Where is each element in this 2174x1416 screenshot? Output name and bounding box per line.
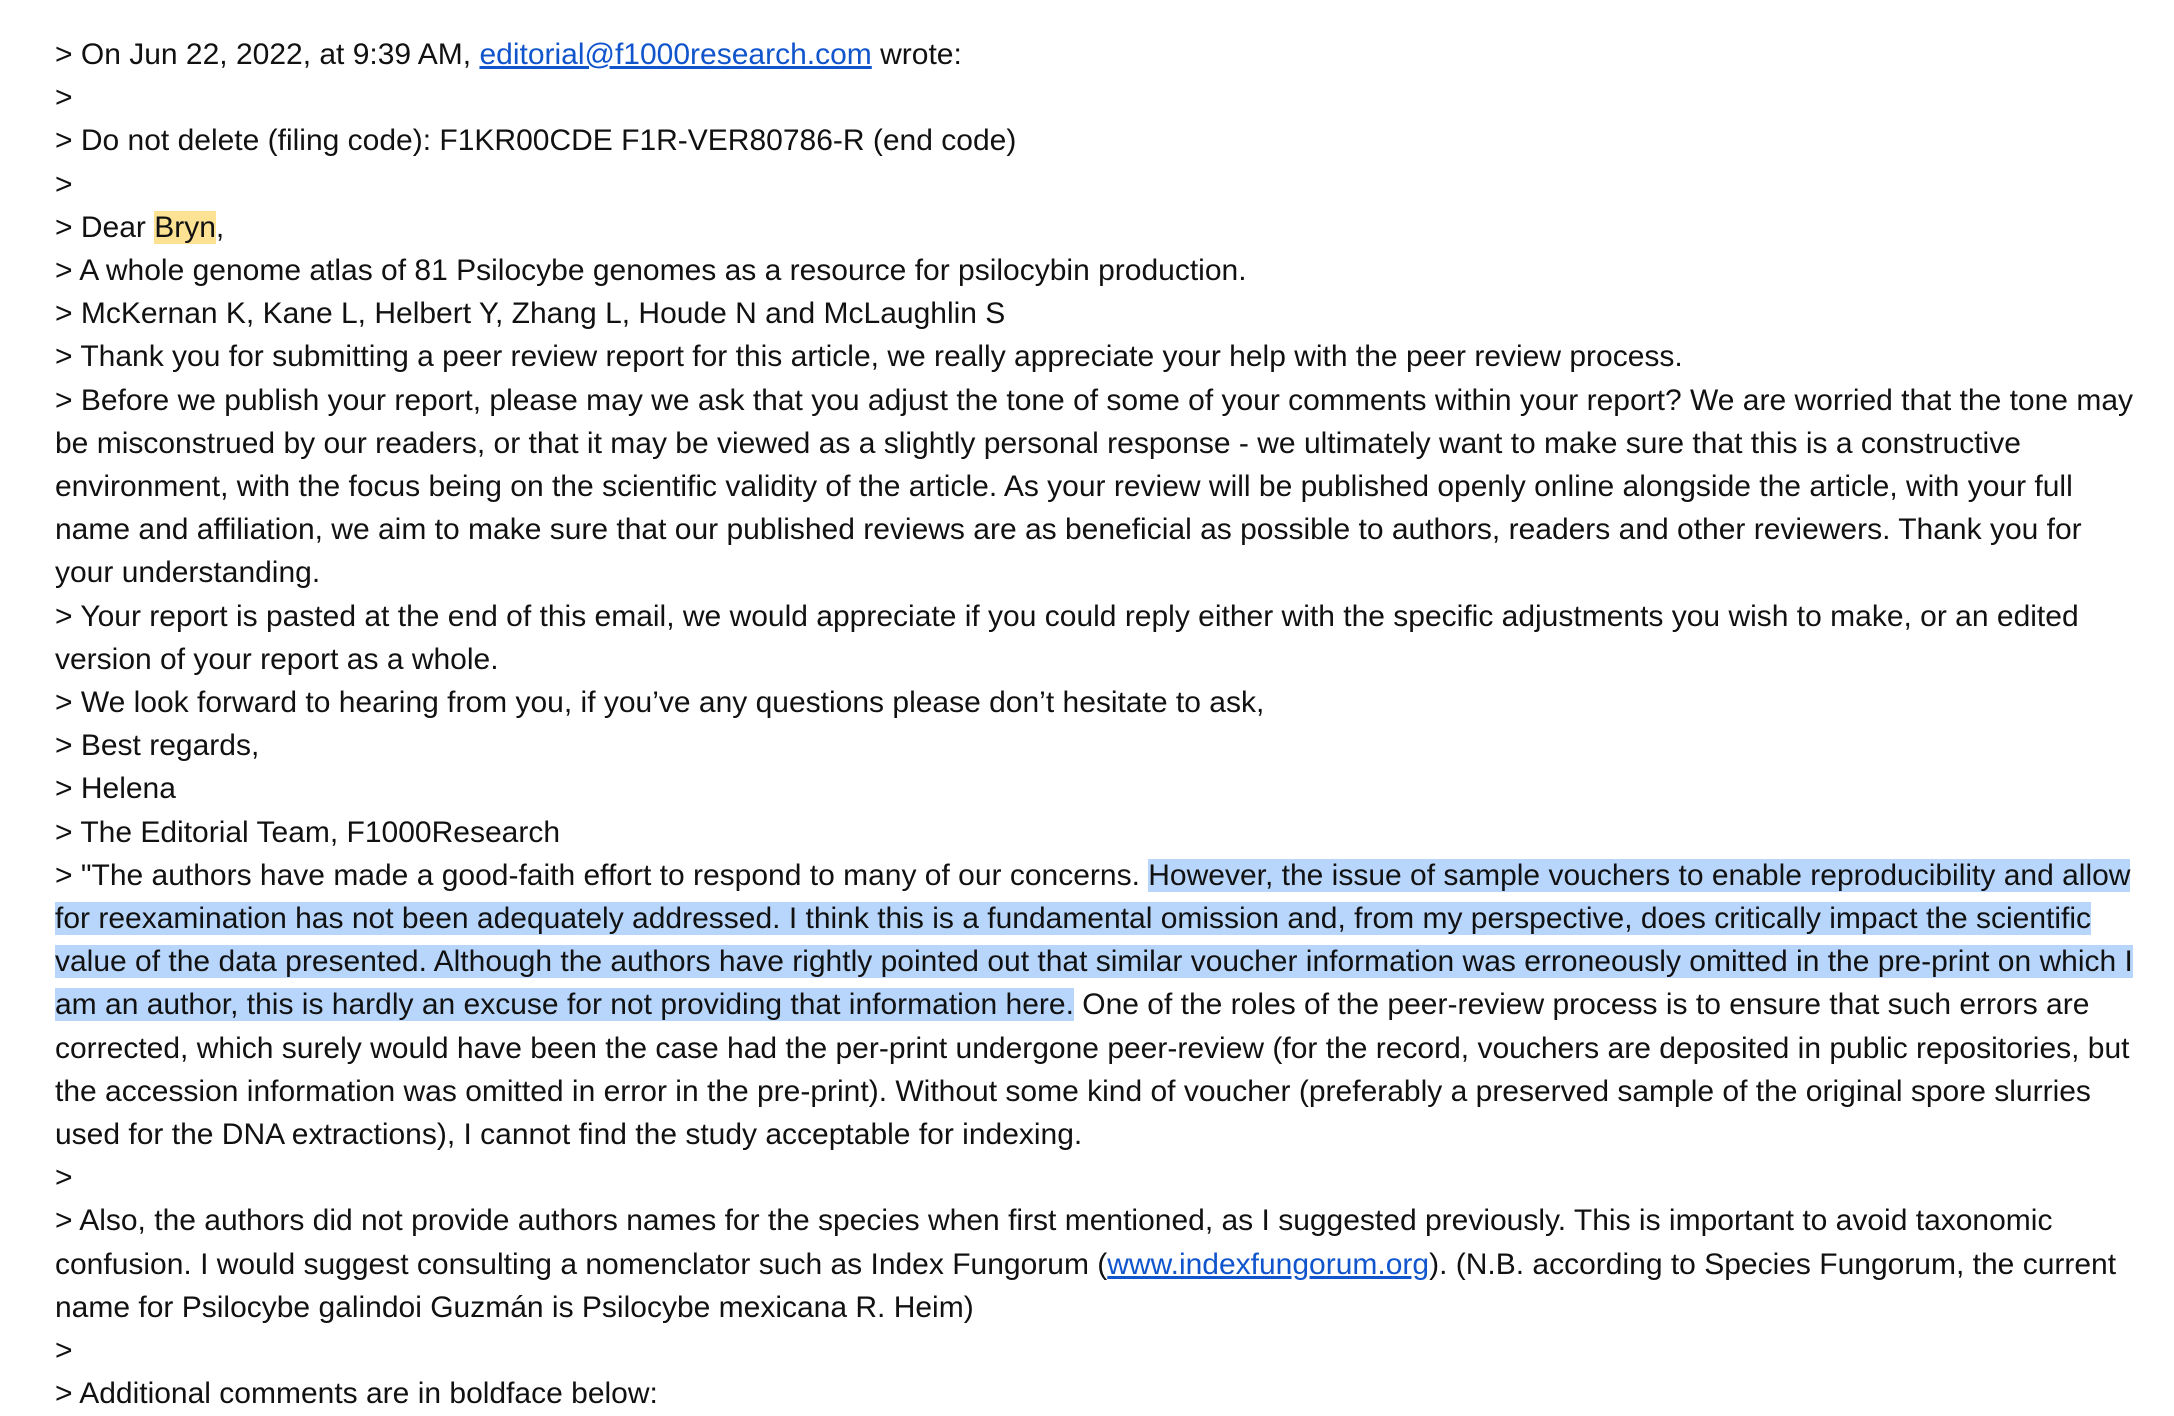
report-rest: One of the roles of the peer-review process is to ensure that such errors are corrected, which surely would have been the case had the per-print undergone peer-review (for the record, vouchers are deposited in public repositories, but the accession information was omitted in error in the pre-print). Without some kind of voucher (preferably a preserved sample of the original spore slurries used for the DNA extractions), I cannot find the study acceptable for indexing. (55, 988, 2130, 1152)
report-intro: > "The authors have made a good-faith effort to respond to many of our concerns. (55, 858, 1149, 892)
report-paragraph (55, 854, 2135, 1156)
greeting-line (55, 206, 2135, 249)
also-prefix: > Also, the authors did not provide authors names for the species when first mentioned, as I suggested previously. This is important to avoid taxonomic confusion. I would suggest consulting a nomenclator such as Index Fungorum ( (55, 1204, 2053, 1281)
look-forward-line: > We look forward to hearing from you, if you’ve any questions please don’t hesitate to ask, (55, 686, 1265, 720)
blank-quote-line: > (55, 81, 73, 115)
report-note-paragraph: > Your report is pasted at the end of this email, we would appreciate if you could reply either with the specific adjustments you wish to make, or an edited version of your report as a whole. (55, 599, 2079, 676)
signoff-line: > Best regards, (55, 729, 260, 763)
blank-quote-line: > (55, 1334, 73, 1368)
also-suffix: ). (N.B. according to Species Fungorum, the current name for Psilocybe galindoi Guzmán is Psilocybe mexicana R. Heim) (55, 1247, 2117, 1324)
blank-quote-line: > (55, 167, 73, 201)
article-authors-line: > McKernan K, Kane L, Helbert Y, Zhang L, Houde N and McLaughlin S (55, 297, 1006, 331)
additional-comments-line: > Additional comments are in boldface below: (55, 1377, 658, 1411)
index-fungorum-link[interactable]: www.indexfungorum.org (1107, 1247, 1430, 1281)
header-suffix: wrote: (871, 38, 962, 71)
email-body (55, 33, 2135, 1416)
blank-quote-line: > (55, 1161, 73, 1195)
tone-request-paragraph: > Before we publish your report, please may we ask that you adjust the tone of some of your comments within your report? We are worried that the tone may be misconstrued by our readers, or that it may be viewed as a slightly personal response - we ultimately want to make sure that this is a constructive environment, with the focus being on the scientific validity of the article. As your review will be published openly online alongside the article, with your full name and affiliation, we aim to make sure that our published reviews are as beneficial as possible to authors, readers and other reviewers. Thank you for your understanding. (55, 383, 2133, 590)
team-line: > The Editorial Team, F1000Research (55, 815, 561, 849)
header-prefix: > On Jun 22, 2022, at 9:39 AM, (55, 38, 480, 71)
signer-line: > Helena (55, 772, 176, 806)
greeting-prefix: > Dear (55, 210, 155, 244)
selected-text-highlight[interactable]: However, the issue of sample vouchers to enable reproducibility and allow for reexamination has not been adequately addressed. I think this is a fundamental omission and, from my perspective, does critically impact the scientific value of the data presented. Although the authors have rightly pointed out that similar voucher information was erroneously omitted in the pre-print on which I am an author, this is hardly an excuse for not providing that information here. (55, 858, 2133, 1022)
thanks-line: > Thank you for submitting a peer review report for this article, we really appreciate your help with the peer review process. (55, 340, 1683, 374)
greeting-suffix: , (215, 210, 225, 244)
quoted-header-line (55, 33, 2135, 76)
highlighted-recipient-name: Bryn (154, 210, 216, 244)
filing-code-line: > Do not delete (filing code): F1KR00CDE F1R-VER80786-R (end code) (55, 124, 1017, 158)
also-paragraph (55, 1199, 2135, 1329)
sender-email-link[interactable]: editorial@f1000research.com (479, 38, 872, 71)
article-title-line: > A whole genome atlas of 81 Psilocybe genomes as a resource for psilocybin production. (55, 254, 1247, 288)
